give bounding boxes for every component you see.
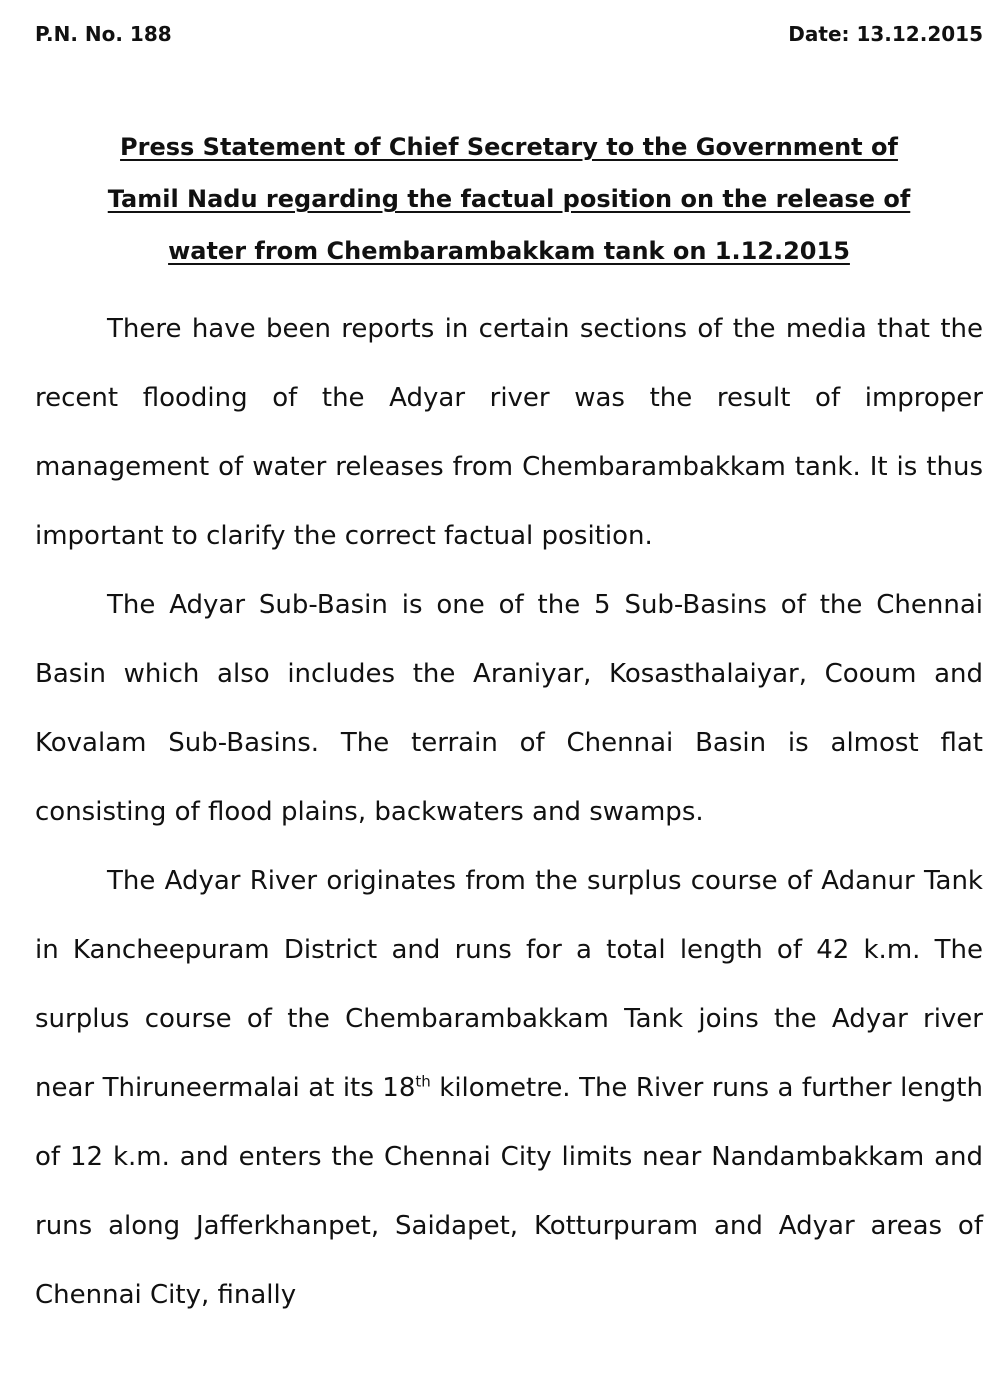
title-line-3: water from Chembarambakkam tank on 1.12.2015 [168, 237, 850, 265]
press-note-date: Date: 13.12.2015 [788, 22, 983, 46]
ordinal-superscript: th [415, 1072, 431, 1091]
press-note-number: P.N. No. 188 [35, 22, 172, 46]
title-line-1: Press Statement of Chief Secretary to the Government of [120, 133, 898, 161]
paragraph-1: There have been reports in certain sections of the media that the recent flooding of the Adyar river was the result of improper management of water releases from Chembarambakkam tank. It is thus important to clarify the correct factual position. [35, 314, 983, 551]
paragraph-3-part-2: kilometre. The River runs a further length of 12 k.m. and enters the Chennai City limits near Nandambakkam and runs along Jafferkhanpet, Saidapet, Kotturpuram and Adyar areas of Chennai City, finally [35, 1073, 983, 1310]
paragraph-2: The Adyar Sub-Basin is one of the 5 Sub-Basins of the Chennai Basin which also includes the Araniyar, Kosasthalaiyar, Cooum and Kovalam Sub-Basins. The terrain of Chennai Basin is almost flat consisting of flood plains, backwaters and swamps. [35, 590, 983, 827]
paragraph-3 [35, 847, 983, 1330]
paragraph-3-part-1: The Adyar River originates from the surplus course of Adanur Tank in Kancheepuram District and runs for a total length of 42 k.m. The surplus course of the Chembarambakkam Tank joins the Adyar river near Thiruneermalai at its 18 [35, 866, 983, 1103]
document-title [35, 121, 983, 277]
press-note-header [35, 18, 983, 50]
document-body [35, 295, 983, 1330]
title-line-2: Tamil Nadu regarding the factual position on the release of [107, 185, 911, 213]
